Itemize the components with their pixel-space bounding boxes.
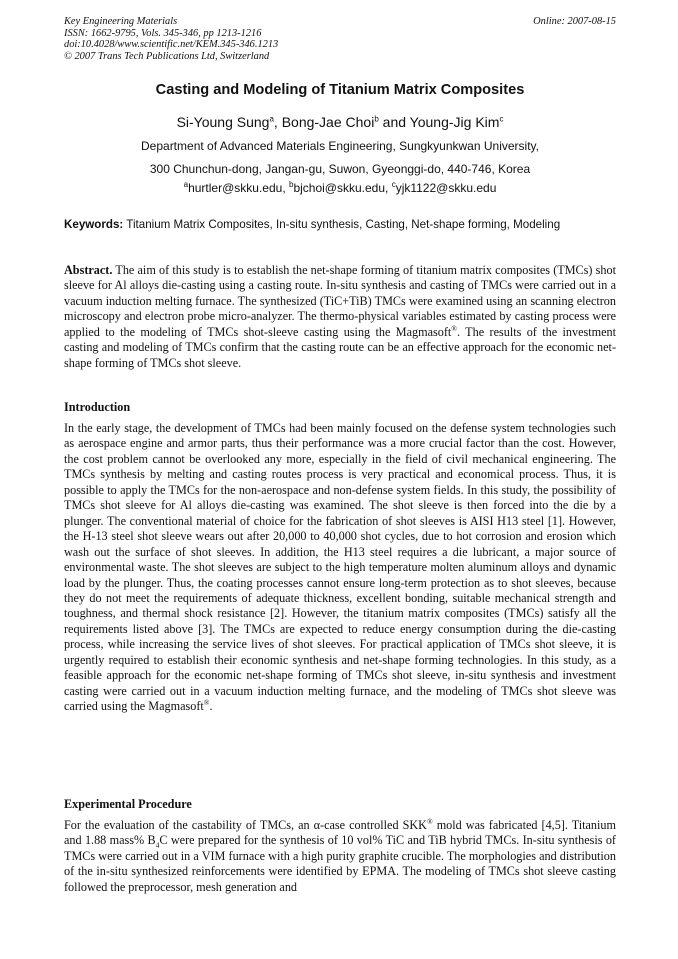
author-separator: , <box>273 114 282 130</box>
email-list <box>64 181 616 195</box>
author-name: Si-Young Sung <box>176 114 270 130</box>
author-mark: a <box>269 114 274 124</box>
experimental-paragraph <box>64 818 616 895</box>
author-name: Young-Jig Kim <box>409 114 500 130</box>
author-list <box>64 114 616 130</box>
experimental-heading: Experimental Procedure <box>64 797 192 811</box>
registered-mark: ® <box>451 323 457 333</box>
issn-line: ISSN: 1662-9795, Vols. 345-346, pp 1213-1216 <box>64 27 262 39</box>
journal-header <box>64 16 616 62</box>
subscript-4: 4 <box>155 840 160 850</box>
introduction-heading: Introduction <box>64 400 131 414</box>
keywords-line <box>64 218 616 231</box>
email-separator: , <box>385 181 392 195</box>
email-mark: b <box>288 180 294 189</box>
experimental-text: mold was fabricated [4,5]. Titanium and 1.88 mass% B <box>64 818 616 848</box>
email-separator: , <box>282 181 289 195</box>
email-address[interactable]: bjchoi@skku.edu <box>293 181 386 195</box>
email-address[interactable]: yjk1122@skku.edu <box>395 181 497 195</box>
abstract-text: . The results of the investment casting and modeling of TMCs confirm that the casting route can be an effective approach for the economic net-shape forming of TMCs shot sleeve. <box>64 324 616 370</box>
doi-line: doi:10.4028/www.scientific.net/KEM.345-346.1213 <box>64 39 279 51</box>
introduction-text: In the early stage, the development of TMCs had been mainly focused on the defense system technologies such as aerospace engine and armor parts, thus their performance was a more crucial factor than the cost. However, the cost problem cannot be overlooked any more, especially in the field of civil mechanical engineering. The TMCs synthesis by melting and casting routes process is very practical and economical process. Thus, it is possible to apply the TMCs for the non-aerospace and non-defense system fields. In this study, the possibility of TMCs shot sleeve for Al alloys die-casting was examined. The shot sleeve is then forced into the die by a plunger. The conventional material of choice for the fabrication of shot sleeves is AISI H13 steel [1]. However, the H-13 steel shot sleeve wears out after 20,000 to 40,000 shot cycles, due to hot corrosion and erosion which wash out the surface of shot sleeves. In addition, the H13 steel requires a die lubricant, a major source of environmental waste. The shot sleeves are subject to the high temperature molten aluminum alloys and dynamic load by the plunger. Thus, the coating processes cannot ensure long-term protection as to shot sleeves, because they do not meet the requirements of adequate thickness, excellent bonding, suitable mechanical strength and toughness, and thermal shock resistance [2]. However, the titanium matrix composites (TMCs) satisfy all the requirements listed above [3]. The TMCs are expected to reduce energy consumption during the die-casting process, while increasing the service lives of shot sleeves. For practical application of TMCs shot sleeve, it is urgently required to establish their economic synthesis and net-shape forming technologies. In this study, as a feasible approach for the economic net-shape forming of TMCs shot sleeve, in-situ synthesis and investment casting were carried out in a vacuum induction melting furnace, and the modeling of TMCs shot sleeve was carried using the Magmasoft <box>64 421 616 714</box>
email-address[interactable]: hurtler@skku.edu <box>188 181 283 195</box>
introduction-paragraph <box>64 421 616 715</box>
experimental-text: For the evaluation of the castability of TMCs, an α-case controlled SKK <box>64 818 427 832</box>
introduction-text: . <box>209 699 213 714</box>
keywords-text: Titanium Matrix Composites, In-situ synthesis, Casting, Net-shape forming, Modeling <box>126 218 561 231</box>
journal-name: Key Engineering Materials <box>64 16 178 27</box>
author-separator: and <box>378 114 410 130</box>
experimental-text: C were prepared for the synthesis of 10 vol% TiC and TiB hybrid TMCs. In-situ synthesis of TMCs were carried out in a VIM furnace with a high purity graphite crucible. The morphologies and distribution of the in-situ synthesized reinforcements were identified by EPMA. The modeling of TMCs shot sleeve casting followed the preprocessor, mesh generation and <box>64 833 616 894</box>
affiliation-line-1: Department of Advanced Materials Engineering, Sungkyunkwan University, <box>141 139 539 153</box>
paper-title: Casting and Modeling of Titanium Matrix Composites <box>155 82 525 98</box>
registered-mark: ® <box>426 816 433 826</box>
abstract-label: Abstract. <box>64 263 113 277</box>
email-mark: a <box>183 180 189 189</box>
abstract-text: The aim of this study is to establish the net-shape forming of titanium matrix composites (TMCs) shot sleeve for Al alloys die-casting using a casting route. In-situ synthesis and casting of TMCs were carried out in a vacuum induction melting furnace. The synthesized (TiC+TiB) TMCs were examined using an scanning electron microscopy and electron probe micro-analyzer. The thermo-physical variables estimated by casting process were applied to the modeling of TMCs shot-sleeve casting using the Magmasoft <box>64 263 616 339</box>
affiliation-line-2: 300 Chunchun-dong, Jangan-gu, Suwon, Gyeonggi-do, 440-746, Korea <box>149 162 531 176</box>
registered-mark: ® <box>203 698 210 708</box>
email-mark: c <box>391 180 396 189</box>
online-date: Online: 2007-08-15 <box>533 16 616 27</box>
copyright-line: © 2007 Trans Tech Publications Ltd, Switzerland <box>64 50 270 62</box>
abstract-paragraph <box>64 263 616 371</box>
keywords-label: Keywords: <box>64 218 124 231</box>
author-mark: b <box>374 114 379 124</box>
author-name: Bong-Jae Choi <box>281 114 375 130</box>
author-mark: c <box>499 114 504 124</box>
